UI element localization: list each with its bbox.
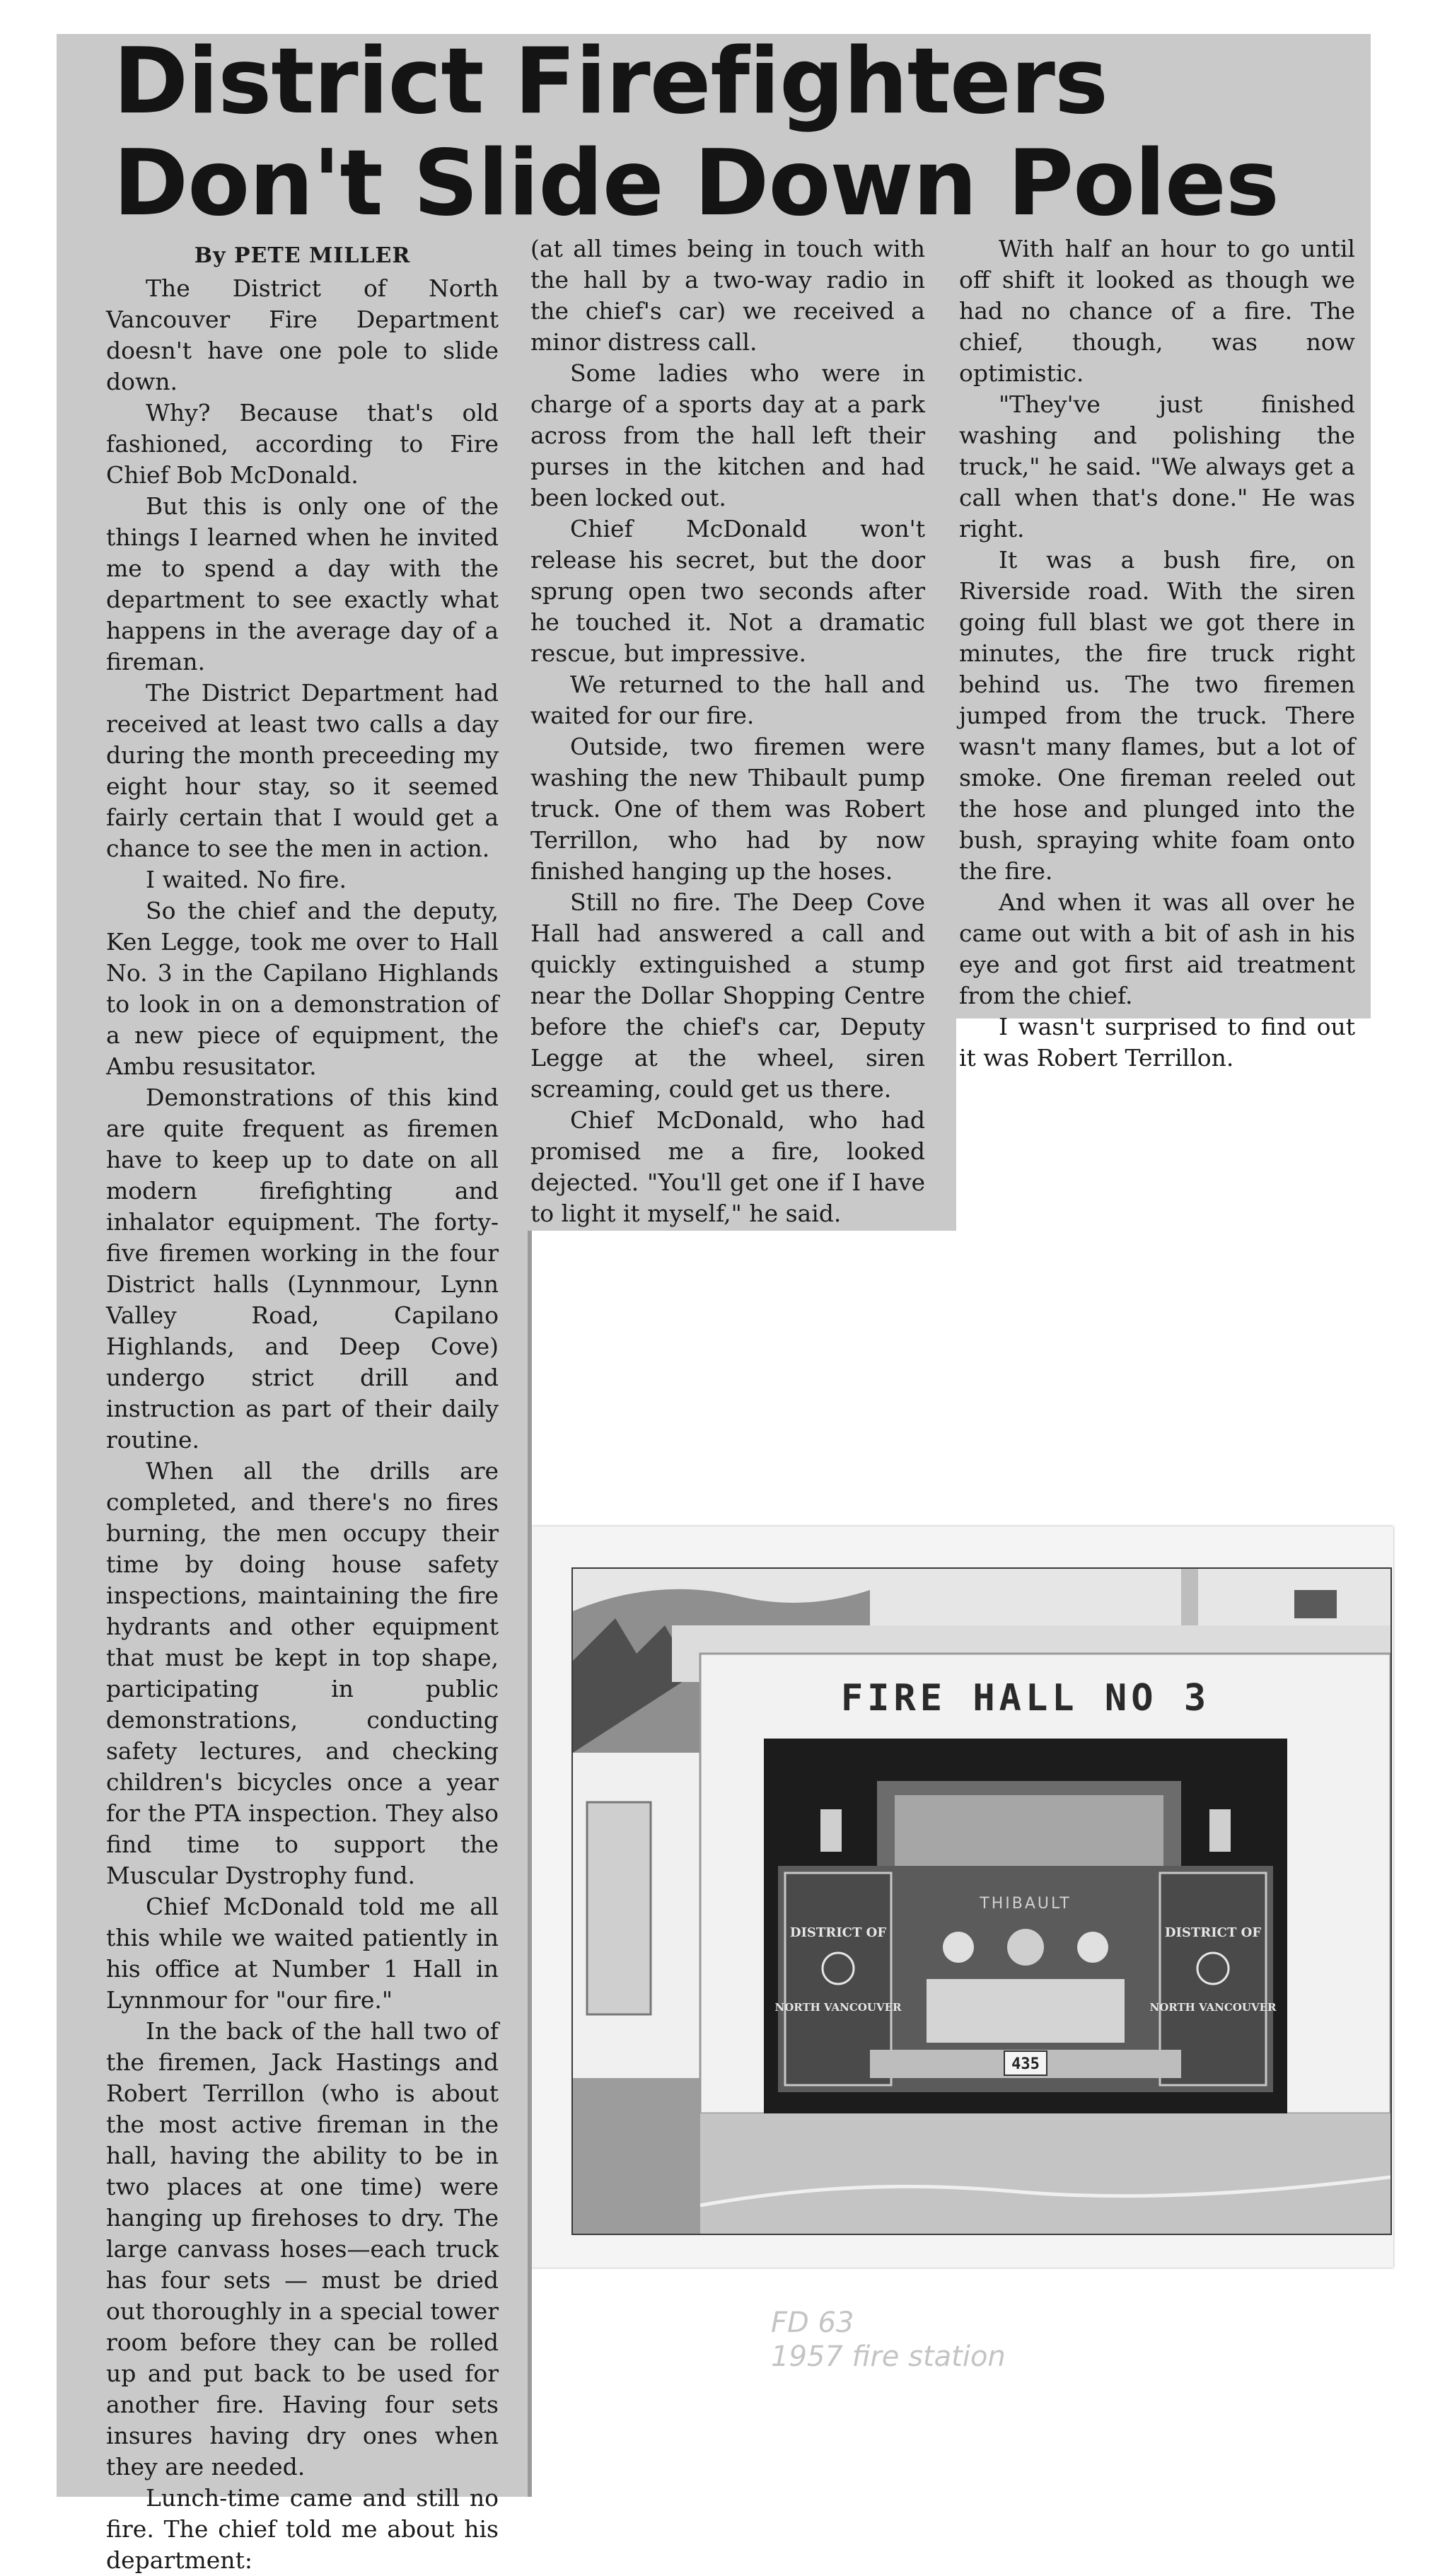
paragraph: Demonstrations of this kind are quite frequent as firemen have to keep up to date on all modern firefighting and inhalator equipment. The forty-five firemen working in the four District halls (Lynnmour, Lynn Valley Road, Capilano Highlands, and Deep Cove) undergo strict drill and instruction as part of their daily routine. [106, 1084, 499, 1454]
headline-line-2: Don't Slide Down Poles [113, 131, 1279, 236]
paragraph: When all the drills are completed, and there's no fires burning, the men occupy their time by doing house safety inspections, maintaining the fire hydrants and other equipment that must be kept in top shape, participating in public demonstrations, conducting safety lectures, and checking children's bicycles once a year for the PTA inspection. They also find time to support the Muscular Dystrophy fund. [106, 1457, 499, 1889]
mirror-right [1209, 1809, 1231, 1852]
article-column-3 [959, 233, 1355, 1074]
grille-nameplate: THIBAULT [980, 1895, 1072, 1913]
right-door-text-1: DISTRICT OF [1164, 1925, 1262, 1940]
grille [927, 1979, 1125, 2043]
paragraph: (at all times being in touch with the hall by a two-way radio in the chief's car) we received a minor distress call. [530, 235, 925, 356]
paragraph: Lunch-time came and still no fire. The chief told me about his department: [106, 2484, 499, 2574]
paragraph: Chief McDonald, who had promised me a fire, looked dejected. "You'll get one if I have to light it myself," he said. [530, 1106, 925, 1227]
lawn [573, 2078, 700, 2234]
grille-badge [1007, 1929, 1044, 1966]
mirror-left [820, 1809, 842, 1852]
paragraph: In the back of the hall two of the firemen, Jack Hastings and Robert Terrillon (who is about the most active fireman in the hall, having the ability to be in two places at one time) were hanging up firehoses to dry. The large canvass hoses—each truck has four sets — must be dried out thoroughly in a special tower room before they can be rolled up and put back to be used for another fire. Having four sets insures having dry ones when they are needed. [106, 2017, 499, 2481]
article-column-1 [106, 233, 499, 2576]
windshield [895, 1795, 1163, 1873]
right-door-text-2: NORTH VANCOUVER [1149, 2001, 1277, 2014]
paragraph: I wasn't surprised to find out it was Robert Terrillon. [959, 1013, 1355, 1072]
vent [1294, 1590, 1337, 1618]
paragraph: Outside, two firemen were washing the new Thibault pump truck. One of them was Robert Terrillon, who had by now finished hanging up the hoses. [530, 733, 925, 885]
article-column-2 [530, 233, 925, 1229]
paragraph: The District of North Vancouver Fire Department doesn't have one pole to slide down. [106, 274, 499, 395]
headline-line-1: District Firefighters [113, 29, 1108, 134]
paragraph: But this is only one of the things I learned when he invited me to spend a day with the department to see exactly what happens in the average day of a fireman. [106, 492, 499, 675]
side-door [587, 1802, 651, 2014]
paragraph: And when it was all over he came out with a bit of ash in his eye and got first aid treatment from the chief. [959, 888, 1355, 1009]
left-door-text-2: NORTH VANCOUVER [774, 2001, 902, 2014]
paragraph: The District Department had received at least two calls a day during the month preceeding my eight hour stay, so it seemed fairly certain that I would get a chance to see the men in action. [106, 679, 499, 862]
byline: By PETE MILLER [194, 243, 411, 268]
licence-plate-number: 435 [1011, 2055, 1040, 2073]
handwritten-note-1: FD 63 [771, 2307, 854, 2339]
handwritten-note-2: 1957 fire station [771, 2340, 1006, 2373]
headlight-left [943, 1932, 974, 1963]
paragraph: Chief McDonald won't release his secret, but the door sprung open two seconds after he touched it. Not a dramatic rescue, but impressive. [530, 515, 925, 667]
headlight-right [1077, 1932, 1108, 1963]
paragraph: It was a bush fire, on Riverside road. With the siren going full blast we got there in minutes, the fire truck right behind us. The two firemen jumped from the truck. There wasn't many flames, but a lot of smoke. One fireman reeled out the hose and plunged into the bush, spraying white foam onto the fire. [959, 546, 1355, 885]
paragraph: "They've just finished washing and polishing the truck," he said. "We always get a call when that's done." He was right. [959, 390, 1355, 543]
paragraph: Still no fire. The Deep Cove Hall had answered a call and quickly extinguished a stump near the Dollar Shopping Centre before the chief's car, Deputy Legge at the wheel, siren screaming, could get us there. [530, 888, 925, 1103]
left-door-text-1: DISTRICT OF [789, 1925, 887, 1940]
fire-hall-photo [571, 1567, 1392, 2235]
fire-hall-photo-drawing [573, 1569, 1390, 2234]
handwritten-notes [771, 2306, 1181, 2374]
chimney [1181, 1569, 1198, 1625]
paragraph: With half an hour to go until off shift it looked as though we had no chance of a fire. The chief, though, was now optimistic. [959, 235, 1355, 387]
fire-hall-sign: FIRE HALL NO 3 [840, 1677, 1211, 1719]
paragraph: I waited. No fire. [146, 866, 347, 893]
driveway [700, 2113, 1390, 2234]
paragraph: We returned to the hall and waited for our fire. [530, 671, 925, 729]
paragraph: Why? Because that's old fashioned, according to Fire Chief Bob McDonald. [106, 399, 499, 489]
paragraph: So the chief and the deputy, Ken Legge, took me over to Hall No. 3 in the Capilano Highlands to look in on a demonstration of a new piece of equipment, the Ambu resusitator. [106, 897, 499, 1080]
paragraph: Some ladies who were in charge of a sports day at a park across from the hall left their purses in the kitchen and had been locked out. [530, 359, 925, 511]
article-headline [113, 31, 1316, 235]
paragraph: Chief McDonald told me all this while we waited patiently in his office at Number 1 Hall in Lynnmour for "our fire." [106, 1893, 499, 2014]
